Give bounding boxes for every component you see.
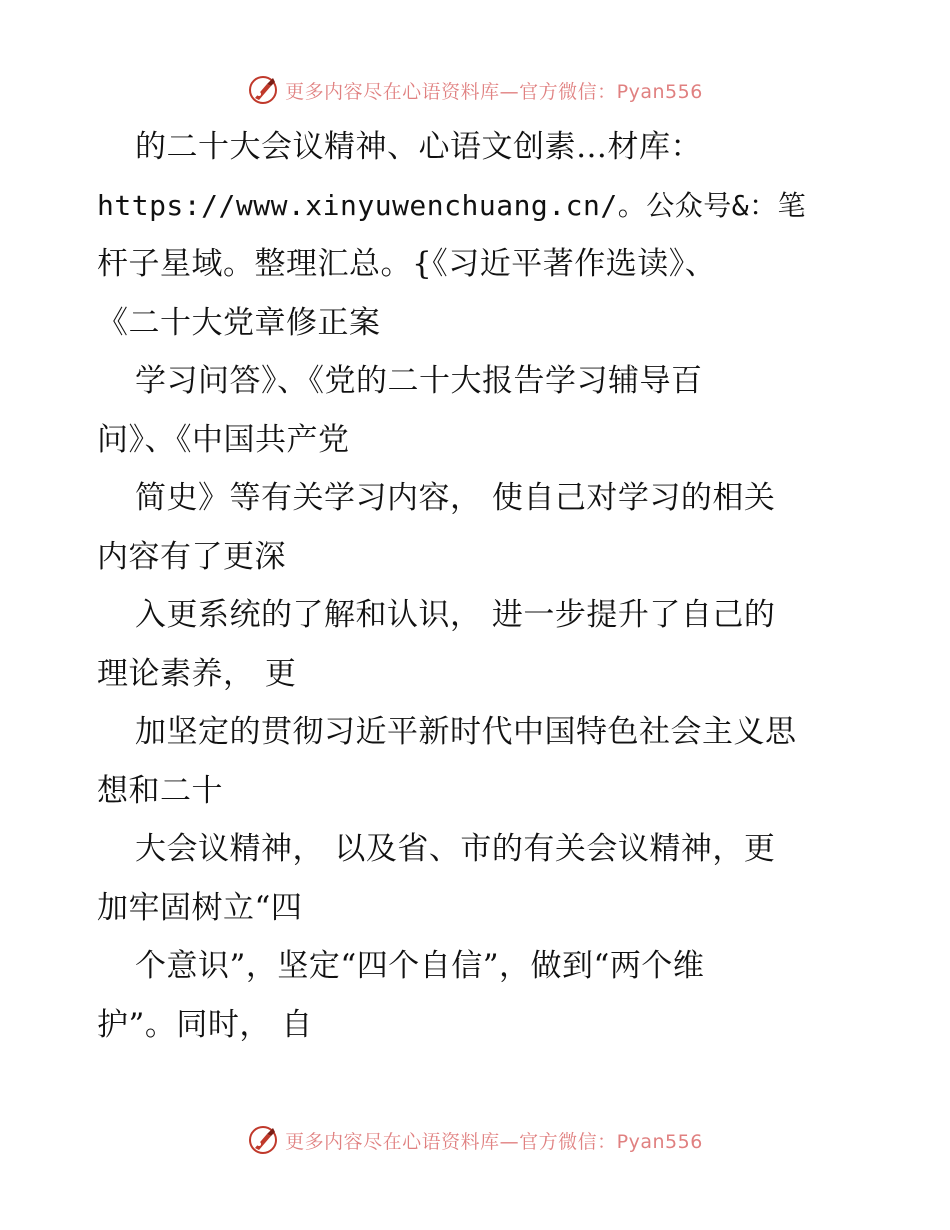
watermark-text: 更多内容尽在心语资料库—官方微信：Pyan556 (285, 80, 703, 103)
text-line: 问》、《中国共产党 (97, 421, 350, 458)
text-line: 的二十大会议精神、心语文创素…材库： (135, 129, 702, 165)
text-line: 加坚定的贯彻习近平新时代中国特色社会主义思 (135, 714, 797, 750)
watermark-text: 更多内容尽在心语资料库—官方微信：Pyan556 (285, 1130, 703, 1153)
text-line: 《二十大党章修正案 (97, 304, 381, 341)
text-line: 想和二十 (97, 772, 223, 809)
text-line: 护”。同时， 自 (97, 1006, 313, 1043)
quill-pen-logo-icon (247, 74, 279, 106)
text-line: 加牢固树立“四 (97, 889, 303, 926)
header-watermark (0, 70, 950, 110)
text-line: 内容有了更深 (97, 538, 286, 575)
text-line: 大会议精神， 以及省、市的有关会议精神，更 (135, 831, 776, 867)
footer-watermark (0, 1120, 950, 1160)
document-body (97, 118, 877, 1054)
text-line: 入更系统的了解和认识， 进一步提升了自己的 (135, 597, 776, 633)
text-line: 简史》等有关学习内容， 使自己对学习的相关 (135, 480, 776, 516)
text-line: 理论素养， 更 (97, 655, 297, 692)
text-line: 杆子星域。整理汇总。{《习近平著作选读》、 (97, 246, 717, 282)
text-line: 学习问答》、《党的二十大报告学习辅导百 (135, 363, 703, 399)
quill-pen-logo-icon (247, 1124, 279, 1156)
text-line: https://www.xinyuwenchuang.cn/。公众号&：笔 (97, 188, 807, 222)
text-line: 个意识”，坚定“四个自信”，做到“两个维 (135, 948, 705, 984)
